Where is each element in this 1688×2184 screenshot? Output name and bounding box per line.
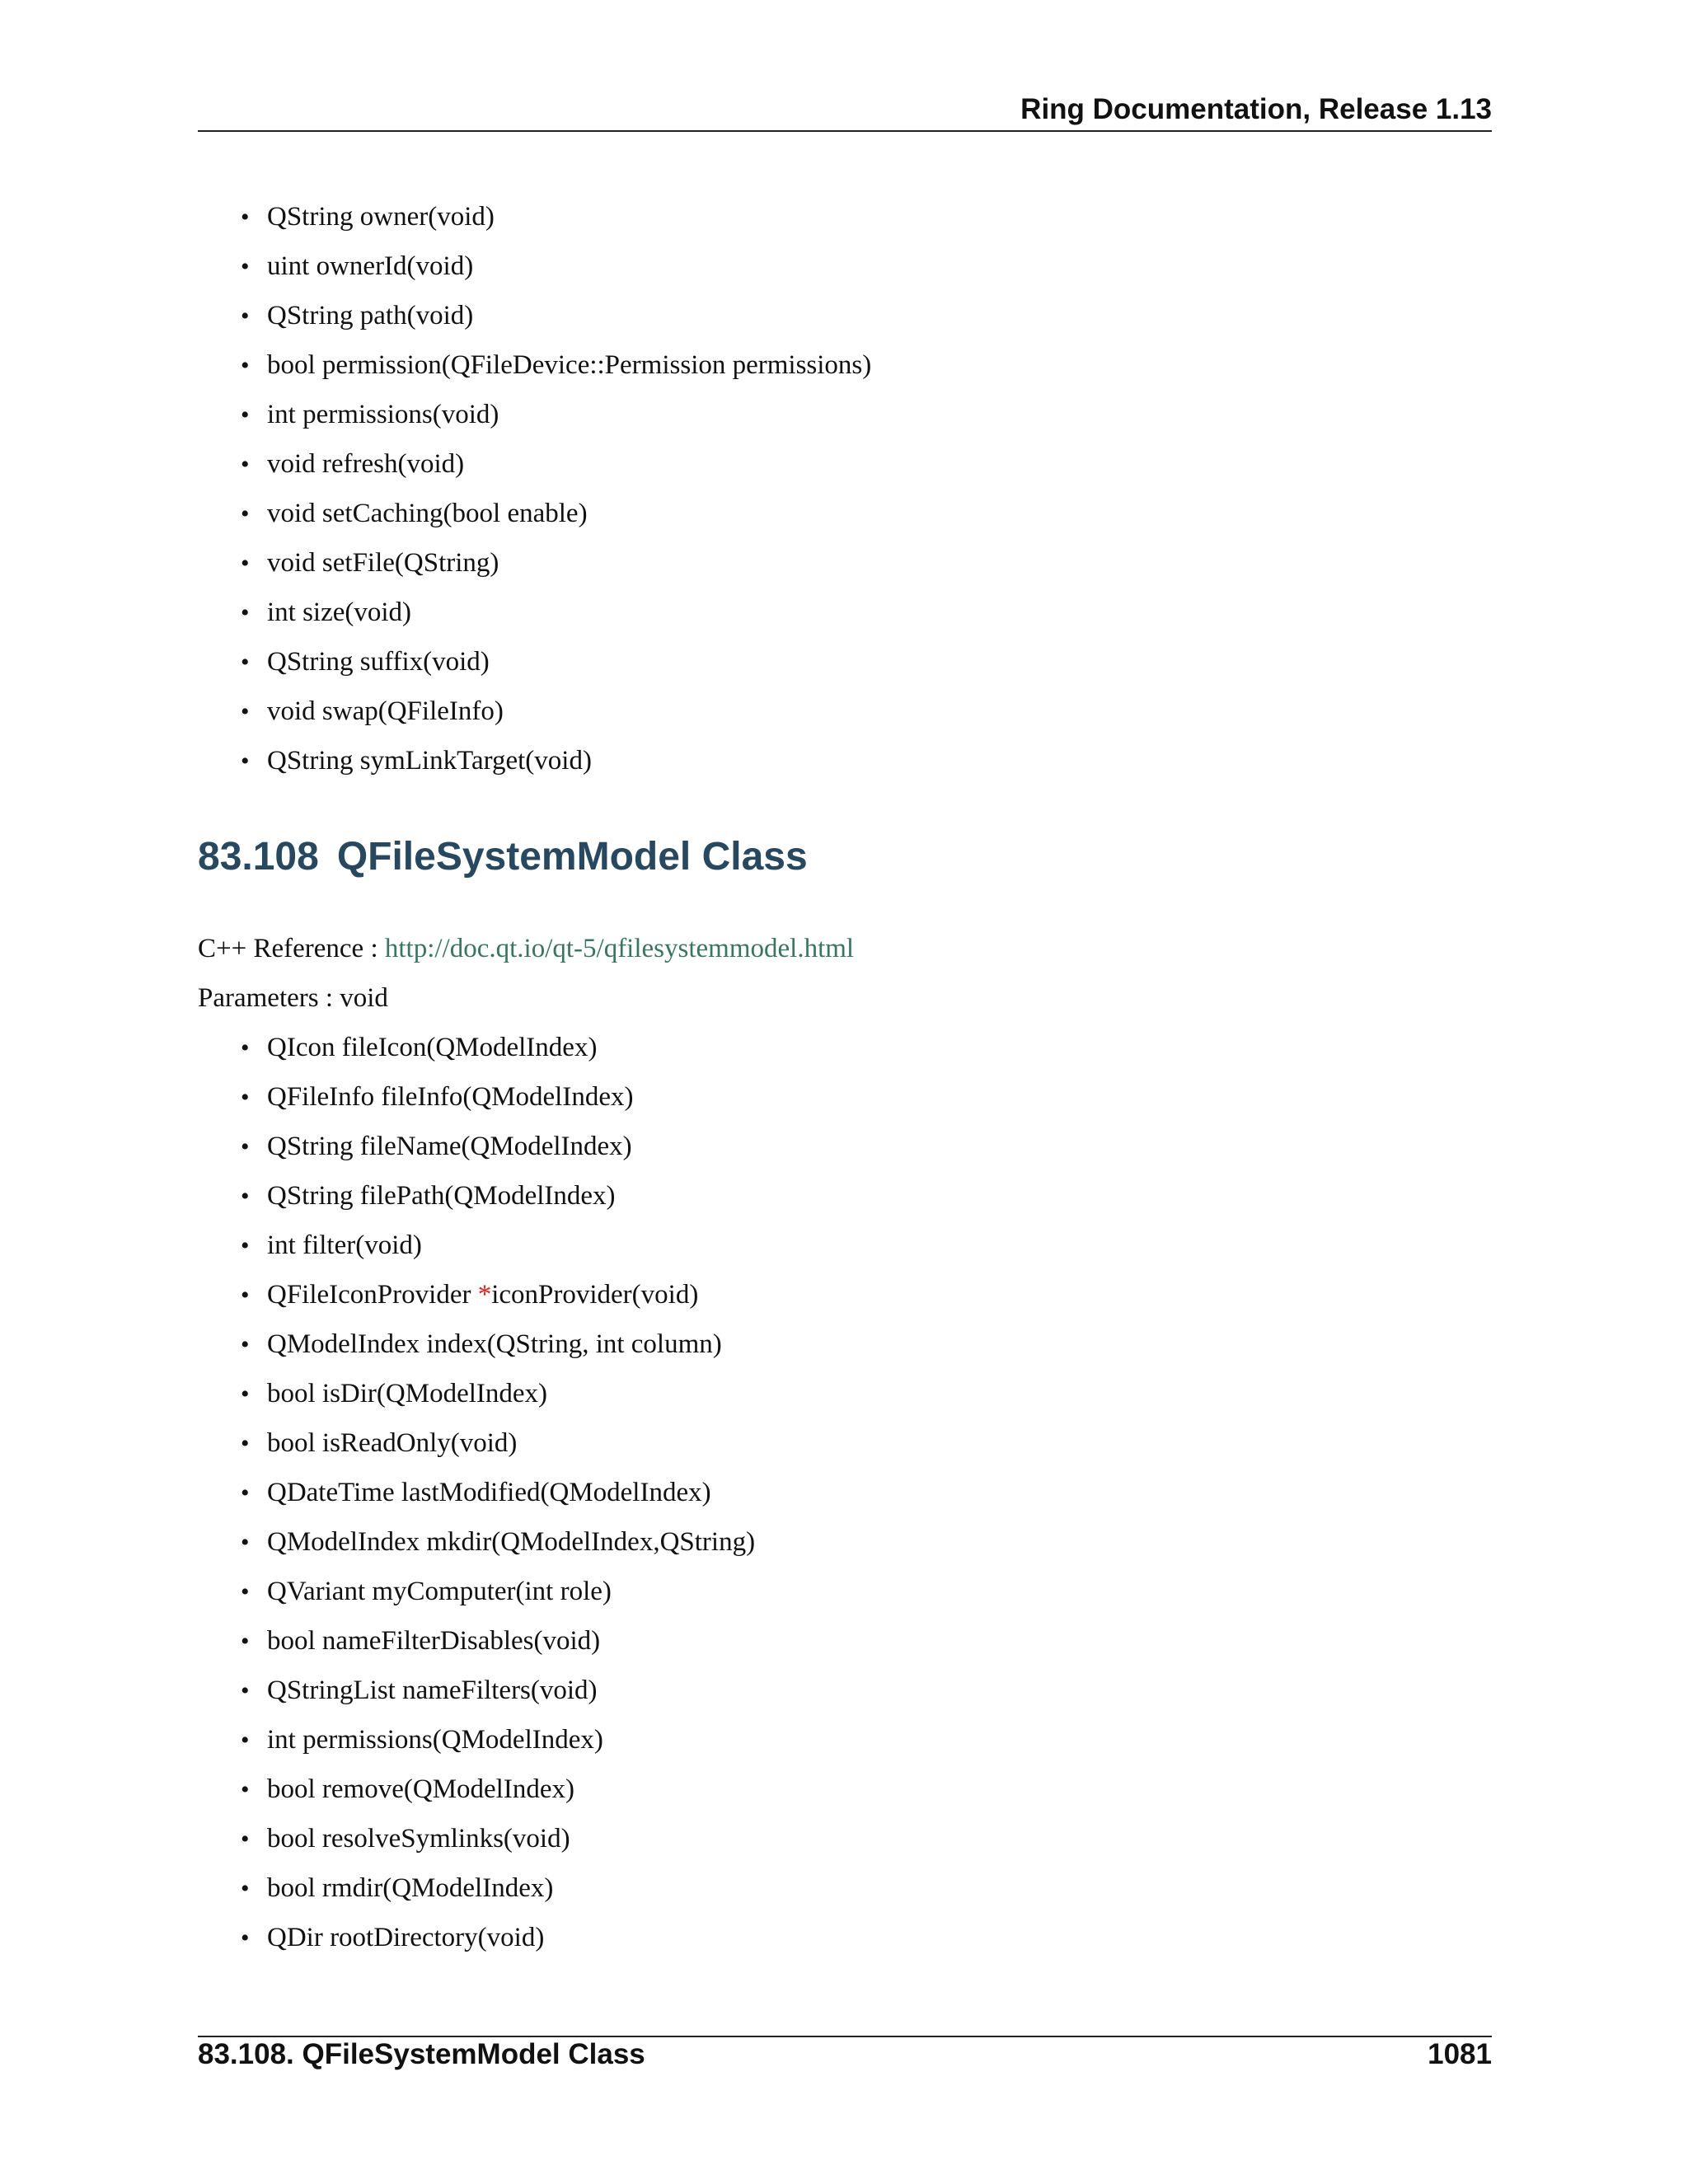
list-item: • bool remove(QModelIndex) [241, 1765, 755, 1814]
list-item: • bool isReadOnly(void) [241, 1418, 755, 1468]
section-title: QFileSystemModel Class [336, 835, 808, 879]
list-item: • QFileInfo fileInfo(QModelIndex) [241, 1072, 755, 1122]
qfileinfo-method-list [241, 192, 871, 785]
list-item: • QStringList nameFilters(void) [241, 1666, 755, 1715]
list-item: • QString filePath(QModelIndex) [241, 1171, 755, 1221]
list-item: • QString symLinkTarget(void) [241, 736, 871, 785]
footer-section-label: 83.108. QFileSystemModel Class [198, 2038, 645, 2070]
list-item: • QVariant myComputer(int role) [241, 1567, 755, 1616]
cpp-reference-label: C++ Reference : [198, 934, 385, 963]
list-item: • bool resolveSymlinks(void) [241, 1814, 755, 1863]
cpp-reference [198, 924, 854, 973]
list-item: • void setCaching(bool enable) [241, 489, 871, 538]
page-number: 1081 [1428, 2038, 1492, 2070]
list-item: • int size(void) [241, 588, 871, 637]
list-item: • int permissions(QModelIndex) [241, 1715, 755, 1765]
list-item: • QFileIconProvider *iconProvider(void) [241, 1270, 755, 1319]
list-item: • bool isDir(QModelIndex) [241, 1369, 755, 1418]
cpp-reference-link[interactable]: http://doc.qt.io/qt-5/qfilesystemmodel.html [384, 934, 855, 963]
list-item: • bool nameFilterDisables(void) [241, 1616, 755, 1666]
list-item: • QModelIndex mkdir(QModelIndex,QString) [241, 1517, 755, 1567]
list-item: • bool rmdir(QModelIndex) [241, 1863, 755, 1913]
list-item: • int filter(void) [241, 1221, 755, 1270]
list-item: • int permissions(void) [241, 390, 871, 439]
list-item: • QDir rootDirectory(void) [241, 1913, 755, 1962]
parameters-line: Parameters : void [198, 983, 388, 1013]
running-footer [198, 2038, 1492, 2079]
list-item: • QDateTime lastModified(QModelIndex) [241, 1468, 755, 1517]
footer-rule [198, 2036, 1492, 2037]
asterisk-highlight: * [477, 1280, 492, 1310]
list-item: • QIcon fileIcon(QModelIndex) [241, 1023, 755, 1072]
list-item: • QString fileName(QModelIndex) [241, 1122, 755, 1171]
qfilesystemmodel-method-list [241, 1023, 755, 1962]
running-header: Ring Documentation, Release 1.13 [1020, 93, 1492, 125]
list-item: • uint ownerId(void) [241, 241, 871, 291]
section-heading [198, 834, 808, 879]
list-item: • void refresh(void) [241, 439, 871, 489]
list-item: • QModelIndex index(QString, int column) [241, 1319, 755, 1369]
list-item: • bool permission(QFileDevice::Permission permissions) [241, 340, 871, 390]
list-item: • QString suffix(void) [241, 637, 871, 687]
list-item: • QString path(void) [241, 291, 871, 340]
list-item: • QString owner(void) [241, 192, 871, 241]
list-item: • void setFile(QString) [241, 538, 871, 588]
header-rule [198, 130, 1492, 132]
list-item: • void swap(QFileInfo) [241, 687, 871, 736]
section-number: 83.108 [198, 835, 319, 879]
